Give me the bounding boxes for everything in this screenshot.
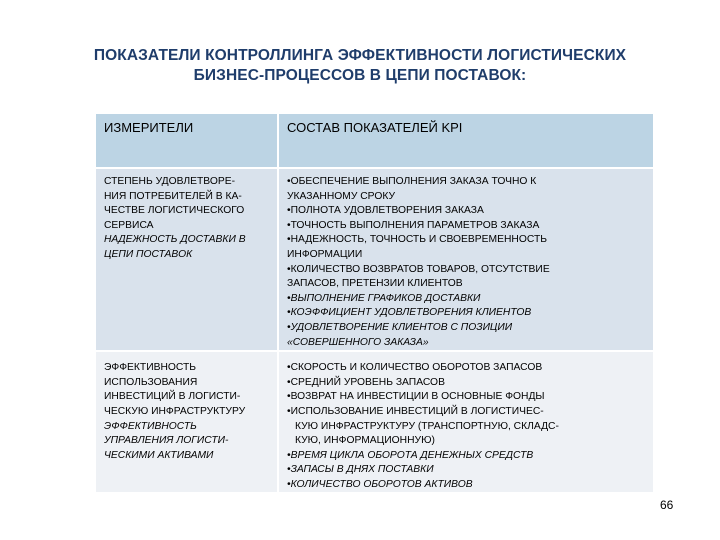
measure-cell xyxy=(96,168,278,351)
measure-line: ЭФФЕКТИВНОСТЬ xyxy=(104,362,197,374)
kpi-table xyxy=(96,114,655,492)
kpi-line: •СКОРОСТЬ И КОЛИЧЕСТВО ОБОРОТОВ ЗАПАСОВ xyxy=(287,362,543,374)
measure-line: ЭФФЕКТИВНОСТЬ xyxy=(104,420,197,432)
kpi-line: •ВРЕМЯ ЦИКЛА ОБОРОТА ДЕНЕЖНЫХ СРЕДСТВ xyxy=(287,449,534,461)
kpi-line: •КОЛИЧЕСТВО ВОЗВРАТОВ ТОВАРОВ, ОТСУТСТВИЕ xyxy=(287,263,550,275)
measure-line: НИЯ ПОТРЕБИТЕЛЕЙ В КА- xyxy=(104,190,242,202)
kpi-line: «СОВЕРШЕННОГО ЗАКАЗА» xyxy=(287,336,429,348)
kpi-line: •ПОЛНОТА УДОВЛЕТВОРЕНИЯ ЗАКАЗА xyxy=(287,205,484,217)
header-kpi: СОСТАВ ПОКАЗАТЕЛЕЙ KPI xyxy=(278,114,654,168)
header-measures: ИЗМЕРИТЕЛИ xyxy=(96,114,278,168)
measure-line: ЧЕСТВЕ ЛОГИСТИЧЕСКОГО xyxy=(104,205,245,217)
table-row xyxy=(96,168,654,351)
kpi-line: •ЗАПАСЫ В ДНЯХ ПОСТАВКИ xyxy=(287,464,434,476)
kpi-line: •СРЕДНИЙ УРОВЕНЬ ЗАПАСОВ xyxy=(287,376,445,388)
table-header-row xyxy=(96,114,654,168)
measure-line: НАДЕЖНОСТЬ ДОСТАВКИ В xyxy=(104,234,246,246)
title-line-1: ПОКАЗАТЕЛИ КОНТРОЛЛИНГА ЭФФЕКТИВНОСТИ ЛОГИСТИЧЕСКИХ xyxy=(93,47,627,64)
measure-line: ИНВЕСТИЦИЙ В ЛОГИСТИ- xyxy=(104,391,241,403)
kpi-line: •ТОЧНОСТЬ ВЫПОЛНЕНИЯ ПАРАМЕТРОВ ЗАКАЗА xyxy=(287,219,540,231)
kpi-line: ИНФОРМАЦИИ xyxy=(287,248,363,260)
measure-cell xyxy=(96,351,278,492)
measure-line: ИСПОЛЬЗОВАНИЯ xyxy=(104,376,198,388)
kpi-line: •ВОЗВРАТ НА ИНВЕСТИЦИИ В ОСНОВНЫЕ ФОНДЫ xyxy=(287,391,545,403)
kpi-line: •ОБЕСПЕЧЕНИЕ ВЫПОЛНЕНИЯ ЗАКАЗА ТОЧНО К xyxy=(287,176,537,187)
kpi-line: ЗАПАСОВ, ПРЕТЕНЗИИ КЛИЕНТОВ xyxy=(287,278,463,290)
kpi-line: КУЮ, ИНФОРМАЦИОННУЮ) xyxy=(295,435,435,447)
measure-line: СЕРВИСА xyxy=(104,219,154,231)
page-number: 66 xyxy=(660,498,674,512)
kpi-cell xyxy=(278,168,654,351)
measure-line: ЧЕСКУЮ ИНФРАСТРУКТУРУ xyxy=(104,405,246,417)
measure-line: УПРАВЛЕНИЯ ЛОГИСТИ- xyxy=(104,435,229,447)
kpi-line: •НАДЕЖНОСТЬ, ТОЧНОСТЬ И СВОЕВРЕМЕННОСТЬ xyxy=(287,234,548,246)
table-row xyxy=(96,351,654,492)
measure-line: ЧЕСКИМИ АКТИВАМИ xyxy=(104,449,214,461)
kpi-line: •КОЭФФИЦИЕНТ УДОВЛЕТВОРЕНИЯ КЛИЕНТОВ xyxy=(287,307,532,319)
measure-line: ЦЕПИ ПОСТАВОК xyxy=(104,248,193,260)
kpi-line: •УДОВЛЕТВОРЕНИЕ КЛИЕНТОВ С ПОЗИЦИИ xyxy=(287,321,513,333)
kpi-line: •ВЫПОЛНЕНИЕ ГРАФИКОВ ДОСТАВКИ xyxy=(287,292,481,304)
kpi-cell xyxy=(278,351,654,492)
measure-line: СТЕПЕНЬ УДОВЛЕТВОРЕ- xyxy=(104,176,236,187)
page-title xyxy=(20,46,700,86)
kpi-line: УКАЗАННОМУ СРОКУ xyxy=(287,190,395,202)
title-line-2: БИЗНЕС-ПРОЦЕССОВ В ЦЕПИ ПОСТАВОК: xyxy=(193,67,527,84)
kpi-line: •КОЛИЧЕСТВО ОБОРОТОВ АКТИВОВ xyxy=(287,478,473,490)
kpi-line: •ИСПОЛЬЗОВАНИЕ ИНВЕСТИЦИЙ В ЛОГИСТИЧЕС- xyxy=(287,405,544,417)
kpi-line: КУЮ ИНФРАСТРУКТУРУ (ТРАНСПОРТНУЮ, СКЛАДС- xyxy=(295,420,559,432)
